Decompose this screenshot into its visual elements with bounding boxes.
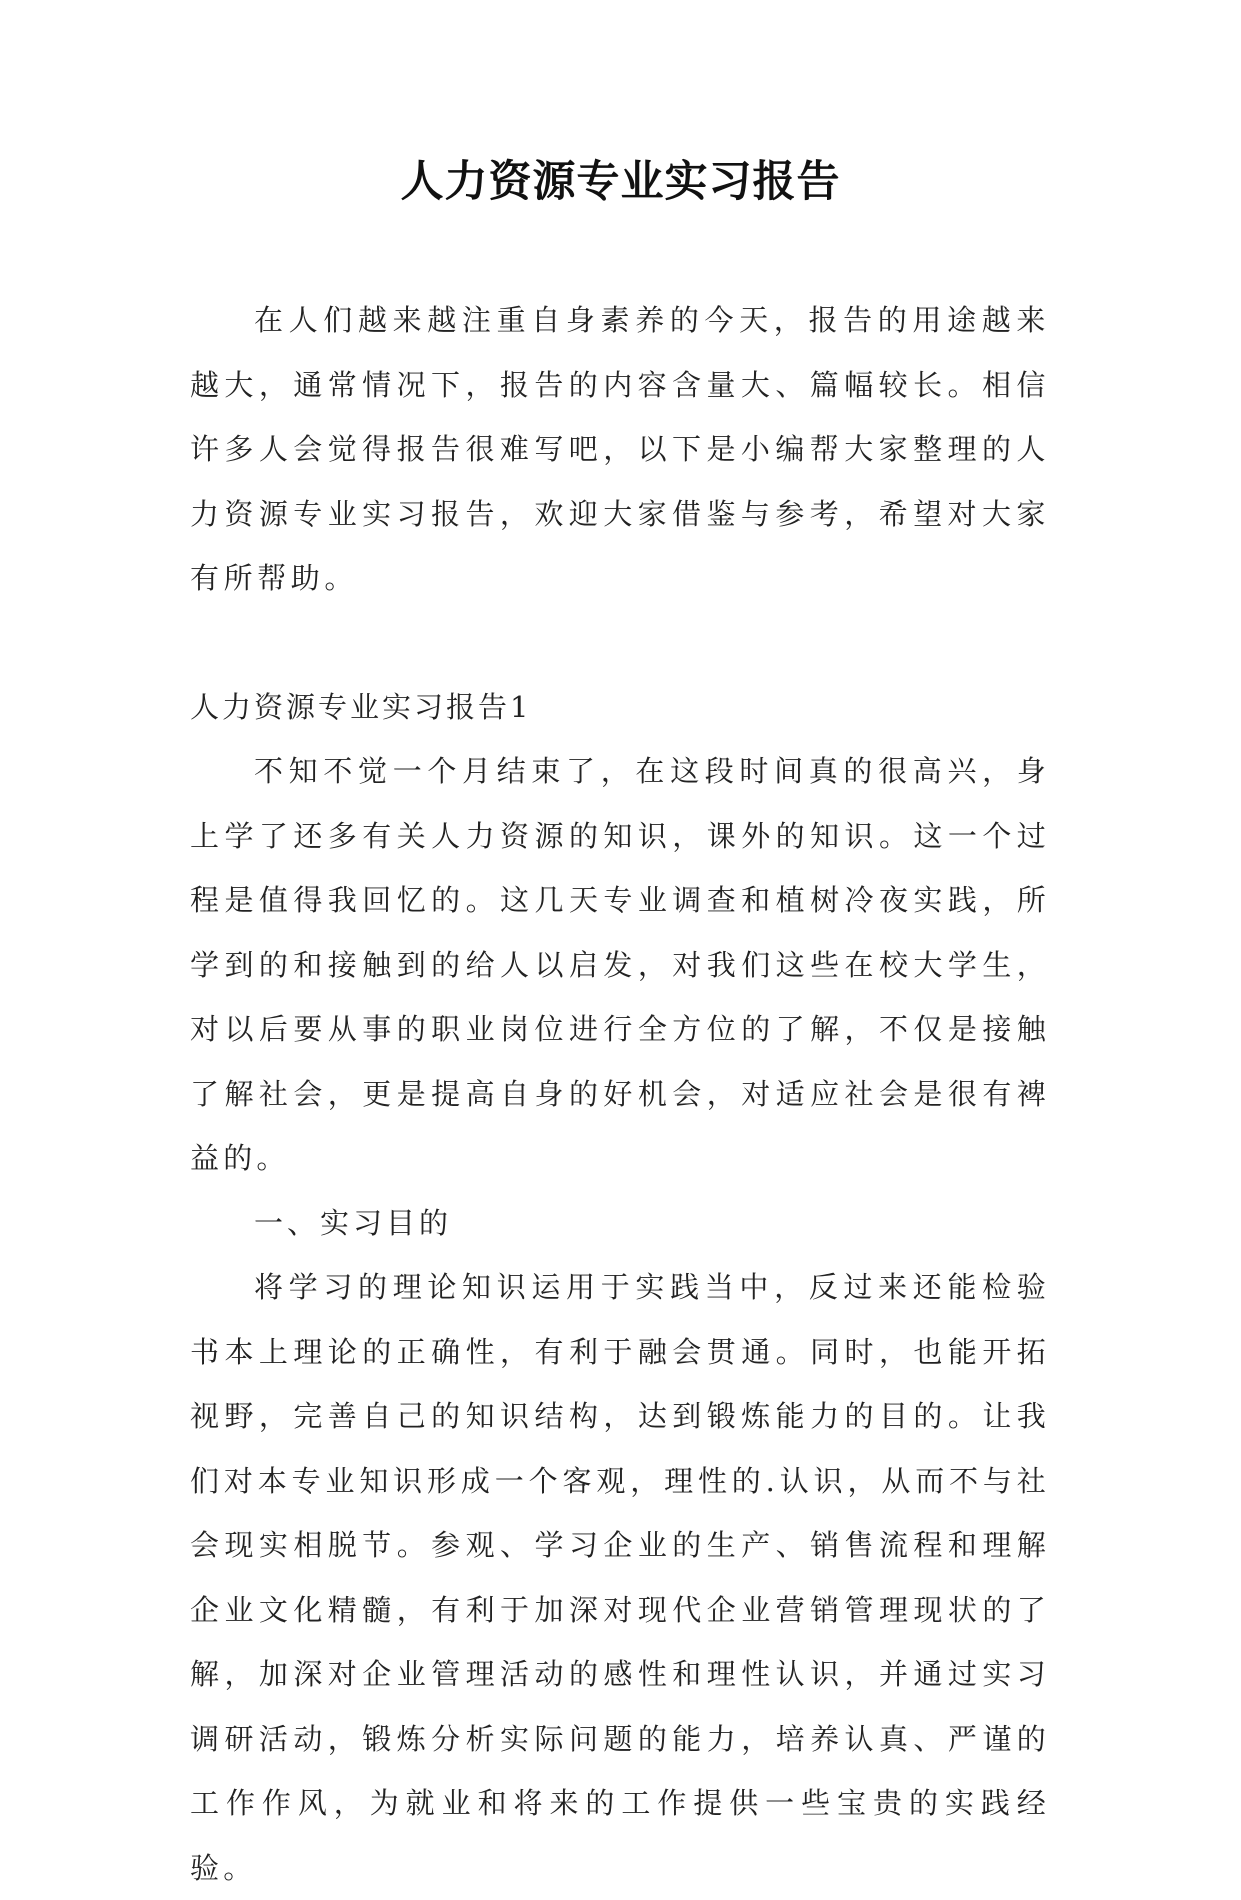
intro-paragraph: 在人们越来越注重自身素养的今天，报告的用途越来越大，通常情况下，报告的内容含量大、篇幅较长。相信许多人会觉得报告很难写吧，以下是小编帮大家整理的人力资源专业实习报告，欢迎大家借鉴与参考，希望对大家有所帮助。 (190, 303, 1050, 595)
document-title: 人力资源专业实习报告 (400, 157, 841, 207)
document-body (190, 288, 1050, 1900)
section-paragraph-2: 将学习的理论知识运用于实践当中，反过来还能检验书本上理论的正确性，有利于融会贯通。同时，也能开拓视野，完善自己的知识结构，达到锻炼能力的目的。让我们对本专业知识形成一个客观，理性的.认识，从而不与社会现实相脱节。参观、学习企业的生产、销售流程和理解企业文化精髓，有利于加深对现代企业营销管理现状的了解，加深对企业管理活动的感性和理性认识，并通过实习调研活动，锻炼分析实际问题的能力，培养认真、严谨的工作作风，为就业和将来的工作提供一些宝贵的实践经验。 (190, 1270, 1050, 1885)
subheading-internship-purpose: 一、实习目的 (254, 1205, 453, 1240)
section-title: 人力资源专业实习报告1 (190, 689, 532, 724)
section-paragraph-1: 不知不觉一个月结束了，在这段时间真的很高兴，身上学了还多有关人力资源的知识，课外的知识。这一个过程是值得我回忆的。这几天专业调查和植树冷夜实践，所学到的和接触到的给人以启发，对我们这些在校大学生，对以后要从事的职业岗位进行全方位的了解，不仅是接触了解社会，更是提高自身的好机会，对适应社会是很有裨益的。 (190, 754, 1050, 1175)
